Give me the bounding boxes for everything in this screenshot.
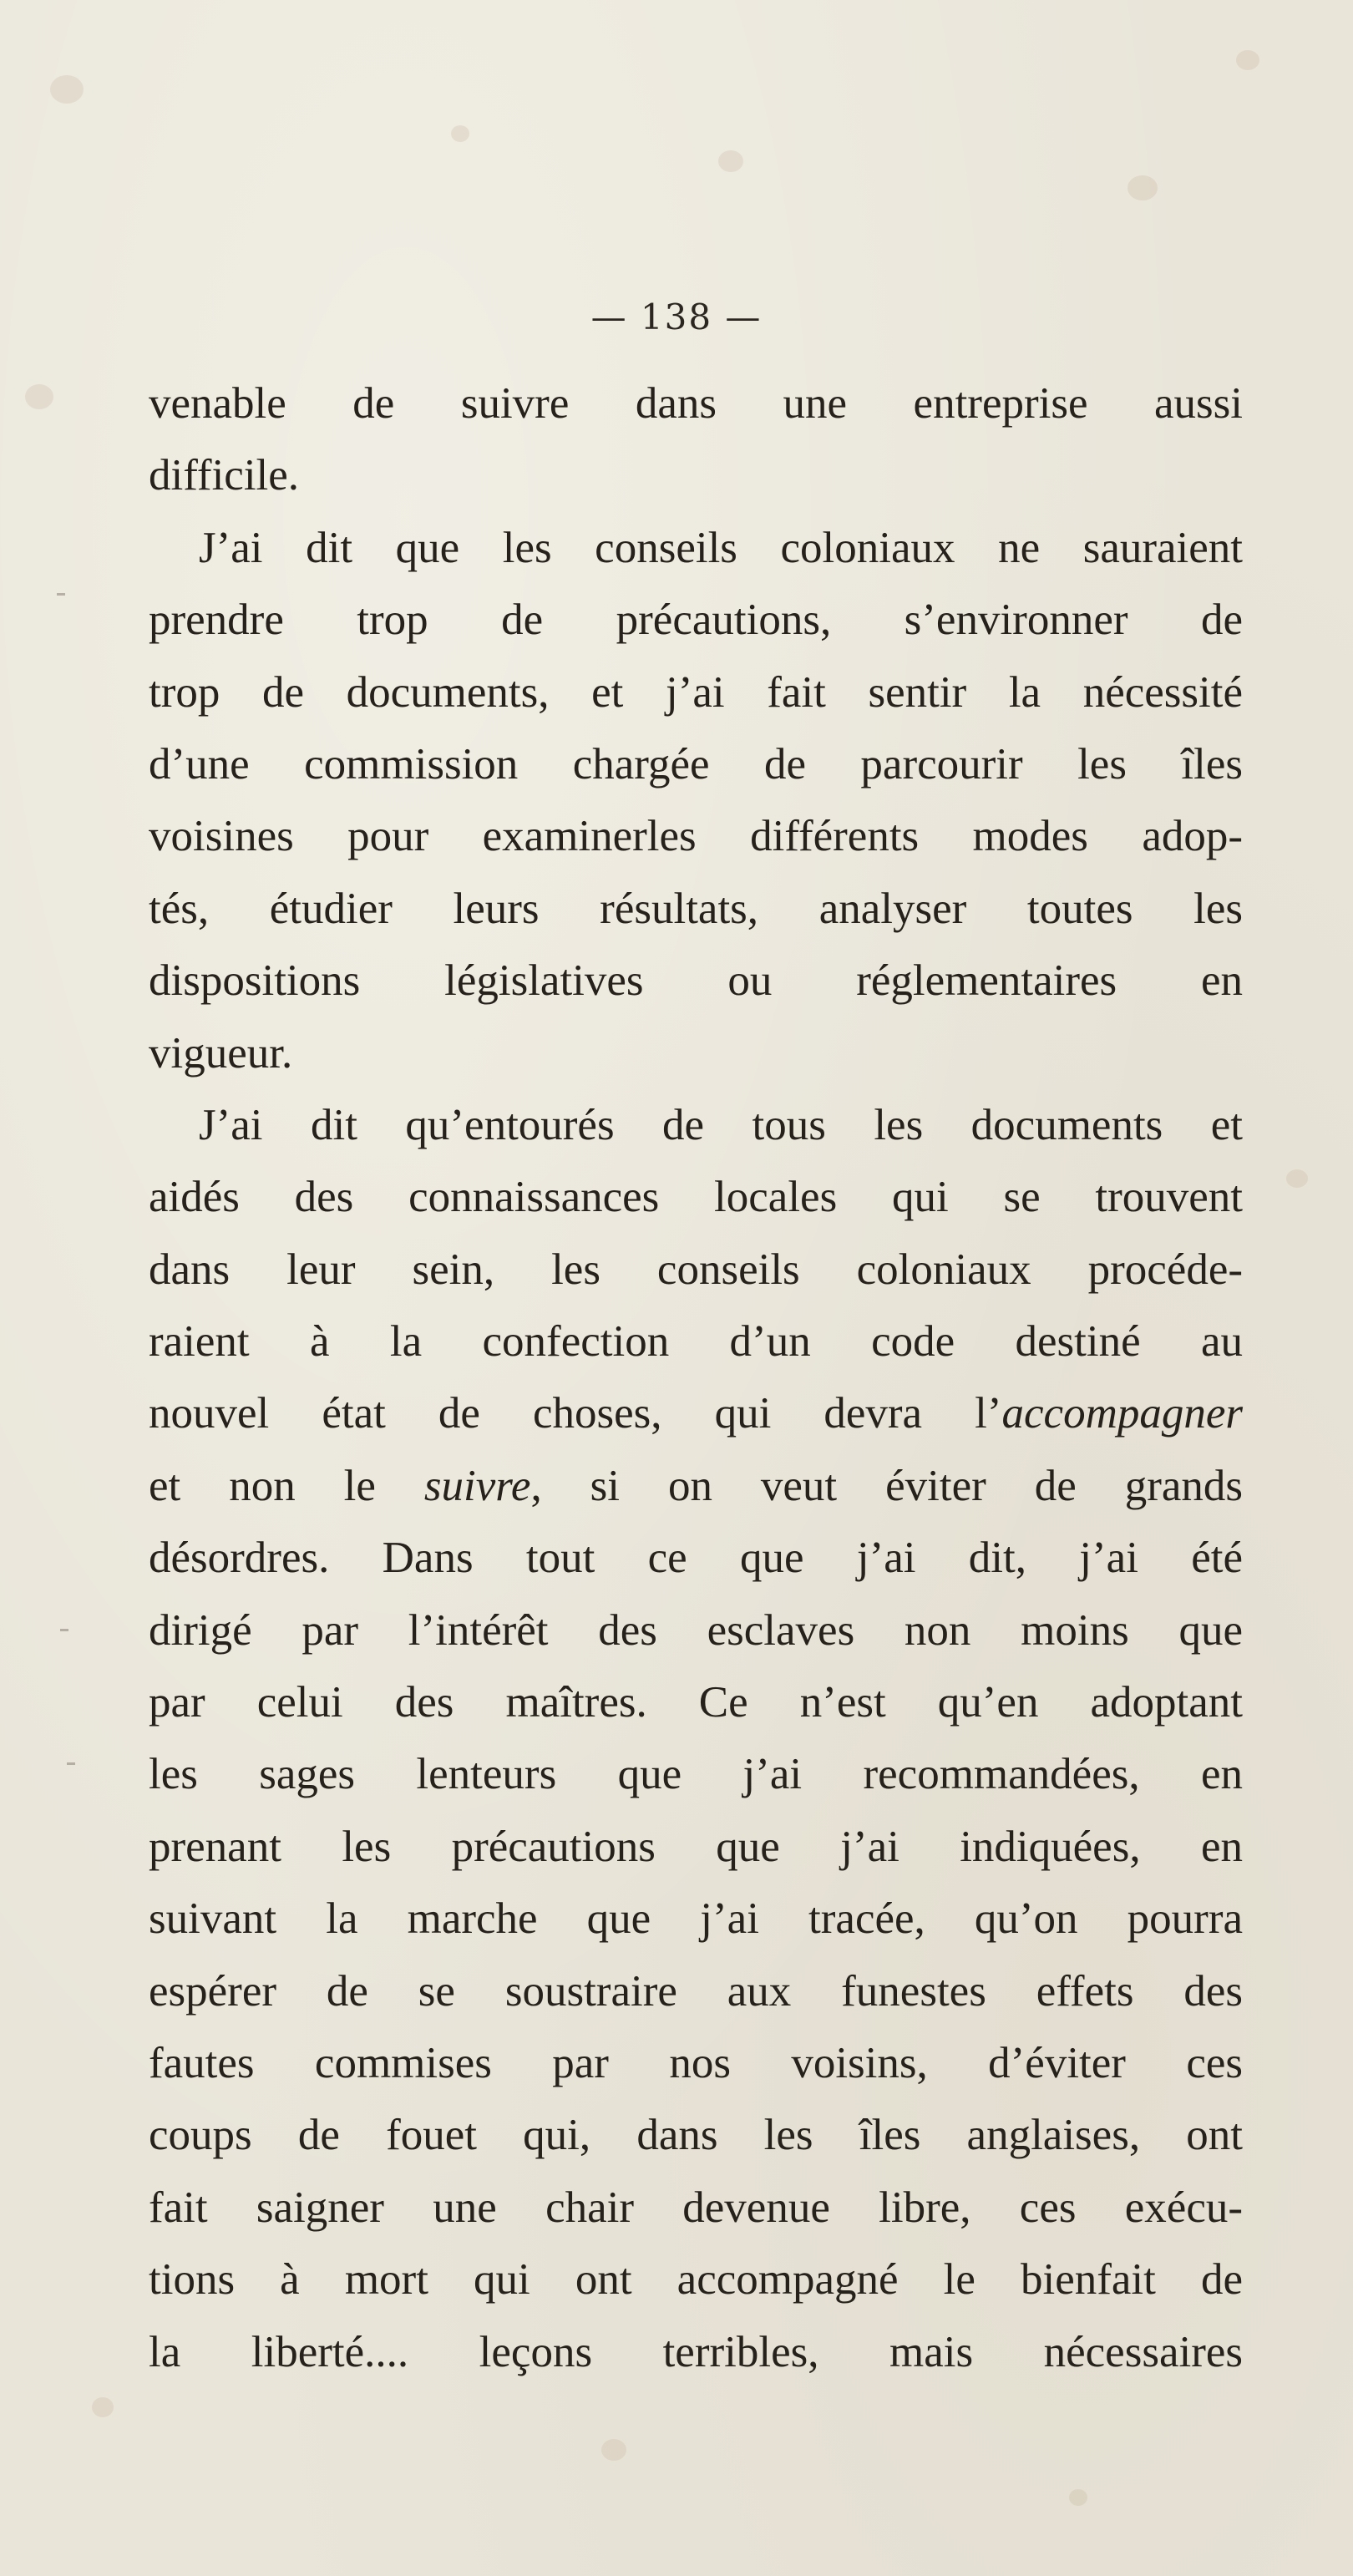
text-line: J’ai dit qu’entourés de tous les documents et <box>199 1100 1243 1149</box>
text-line: raient à la confection d’un code destiné au <box>149 1317 1243 1367</box>
text-line: prendre trop de précautions, s’environner de <box>149 596 1243 645</box>
text-line: tés, étudier leurs résultats, analyser toutes les <box>149 884 1243 933</box>
body-text <box>149 368 1243 2388</box>
text-line: vigueur. <box>149 1028 293 1078</box>
text-line: désordres. Dans tout ce que j’ai dit, j’ai été <box>149 1534 1243 1583</box>
text-line: voisines pour examinerles différents modes adop- <box>149 812 1243 861</box>
text-line: fait saigner une chair devenue libre, ces exécu- <box>149 2183 1243 2232</box>
foxing-spot <box>1069 2489 1087 2506</box>
text-segment: et non le <box>149 1461 424 1510</box>
text-line: fautes commises par nos voisins, d’éviter ces <box>149 2038 1243 2087</box>
text-line <box>149 1377 1243 1449</box>
text-line: prenant les précautions que j’ai indiquées, en <box>149 1822 1243 1871</box>
foxing-spot <box>1128 175 1158 200</box>
text-line: dans leur sein, les conseils coloniaux procéde- <box>149 1245 1243 1294</box>
text-line: d’une commission chargée de parcourir les îles <box>149 739 1243 789</box>
text-segment: nouvel état de choses, qui devra <box>149 1389 975 1438</box>
foxing-spot <box>50 75 84 104</box>
text-line: par celui des maîtres. Ce n’est qu’en adoptant <box>149 1678 1243 1727</box>
text-line: coups de fouet qui, dans les îles anglaises, ont <box>149 2111 1243 2160</box>
foxing-spot <box>92 2397 114 2417</box>
italic-segment: accompagner <box>1001 1389 1243 1438</box>
text-line <box>149 1450 1243 1522</box>
text-line: dispositions législatives ou réglementaires en <box>149 956 1243 1006</box>
margin-mark <box>57 593 65 596</box>
foxing-spot <box>25 384 53 409</box>
text-line: suivant la marche que j’ai tracée, qu’on pourra <box>149 1894 1243 1944</box>
text-line: les sages lenteurs que j’ai recommandées, en <box>149 1750 1243 1799</box>
foxing-spot <box>451 125 469 142</box>
foxing-spot <box>1286 1169 1308 1188</box>
foxing-spot <box>718 150 743 172</box>
margin-mark <box>60 1629 68 1631</box>
text-line: la liberté.... leçons terribles, mais nécessaires <box>149 2327 1243 2376</box>
text-line: venable de suivre dans une entreprise aussi <box>149 379 1243 428</box>
text-line: aidés des connaissances locales qui se trouvent <box>149 1173 1243 1222</box>
text-segment: , si on veut éviter de grands <box>530 1461 1243 1510</box>
foxing-spot <box>601 2439 626 2461</box>
page-number: — 138 — <box>590 297 763 337</box>
text-line: dirigé par l’intérêt des esclaves non moins que <box>149 1605 1243 1655</box>
text-line: tions à mort qui ont accompagné le bienfait de <box>149 2255 1243 2305</box>
margin-mark <box>67 1762 75 1765</box>
text-line: espérer de se soustraire aux funestes effets des <box>149 1966 1243 2016</box>
text-line: J’ai dit que les conseils coloniaux ne sauraient <box>199 523 1243 572</box>
article-segment: l’ <box>975 1389 1002 1438</box>
foxing-spot <box>1236 50 1259 70</box>
italic-segment: suivre <box>423 1461 531 1510</box>
text-line: difficile. <box>149 451 300 500</box>
text-line: trop de documents, et j’ai fait sentir la nécessité <box>149 667 1243 717</box>
